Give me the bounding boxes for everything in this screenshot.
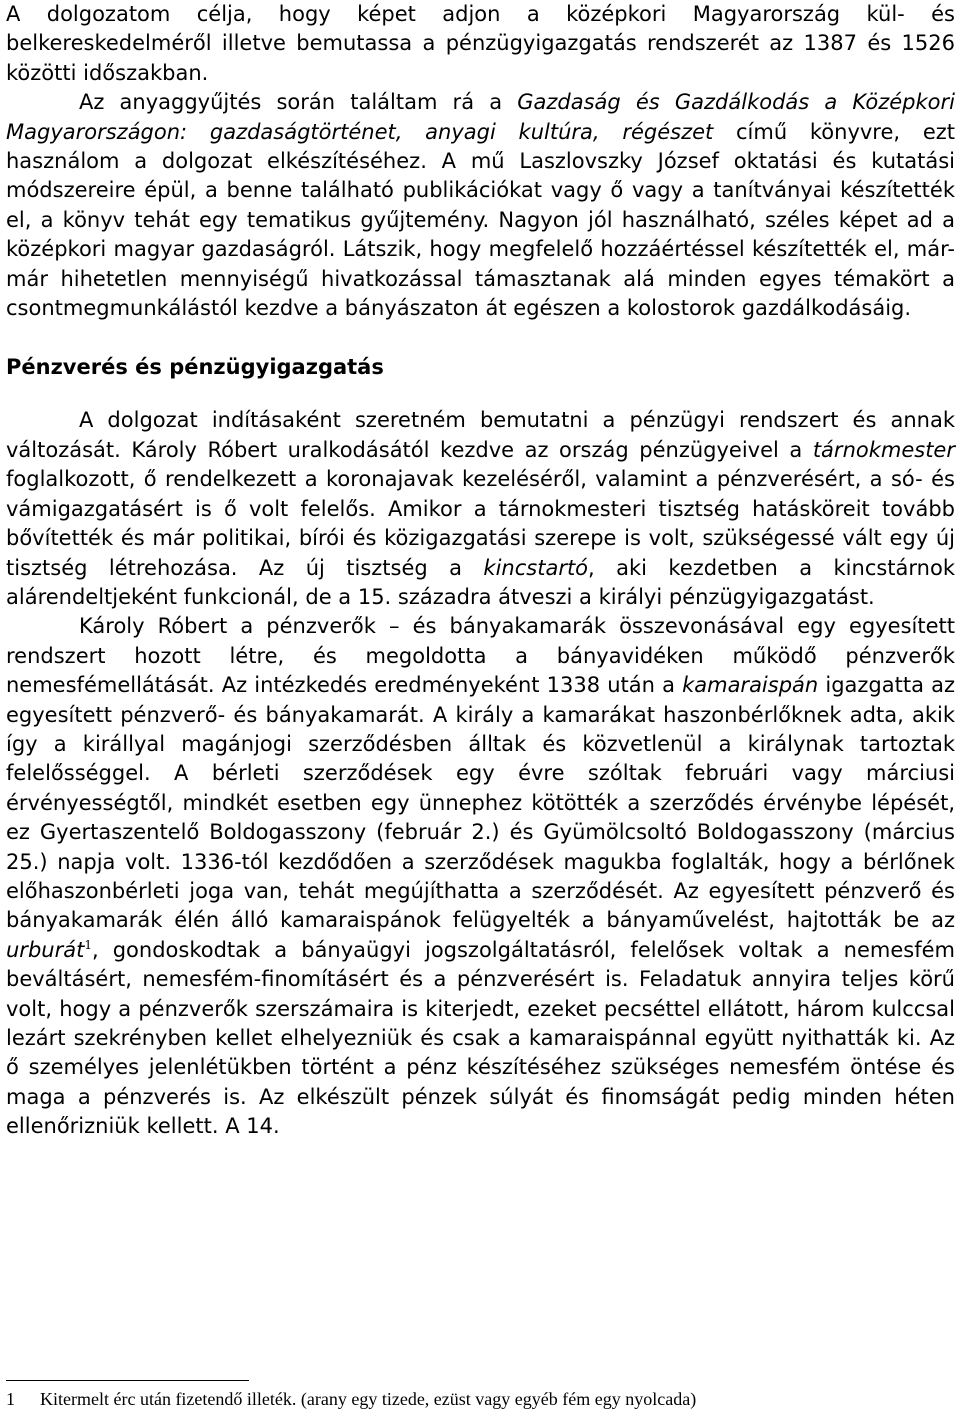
footnote	[6, 1386, 955, 1412]
section-paragraph-1	[6, 406, 955, 612]
intro-text-1: A dolgozatom célja, hogy képet adjon a középkori Magyarország kül- és belkereskedelméről illetve bemutassa a pénzügyigazgatás rendszerét az 1387 és 1526 közötti időszakban.	[6, 2, 955, 85]
footnote-reference[interactable]: 1	[84, 937, 92, 952]
section-paragraph-2	[6, 612, 955, 1141]
footnote-number: 1	[6, 1389, 15, 1409]
section-text-2a: Károly Róbert a pénzverők – és bányakamarák összevonásával egy egyesített rendszert hozott létre, és megoldotta a bányavidéken működő pénzverők nemesfémellátását. Az intézkedés eredményeként 1338 után a	[6, 614, 955, 698]
term-tarnokmester: tárnokmester	[812, 437, 955, 462]
term-kincstarto: kincstartó	[483, 555, 589, 580]
section-text-1b: foglalkozott, ő rendelkezett a koronajavak kezeléséről, valamint a pénzverésért, a só- és vámigazgatásért is ő volt felelős. Amikor a tárnokmesteri tisztség hatásköreit tovább bővítették és már politikai, bírói és közigazgatási szerepe is volt, szükségessé vált egy új tisztség létrehozása. Az új tisztség a	[6, 467, 955, 580]
book-title: Gazdaság és Gazdálkodás a Középkori Magyarországon: gazdaságtörténet, anyagi kultúra, régészet	[6, 90, 955, 144]
section-text-1c: , aki kezdetben a kincstárnok alárendeltjeként funkcionál, de a 15. századra átveszi a királyi pénzügyigazgatást.	[6, 555, 955, 609]
footnote-separator	[6, 1380, 249, 1381]
section-text-1a: A dolgozat indításaként szeretném bemutatni a pénzügyi rendszert és annak változását. Károly Róbert uralkodásától kezdve az ország pénzügyeivel a	[6, 408, 955, 462]
section-text-2b: igazgatta az egyesített pénzverő- és bányakamarát. A király a kamarákat haszonbérlőknek adta, akik így a királlyal magánjogi szerződésben álltak és közvetlenül a királynak tartoztak felelősséggel. A bérleti szerződések egy évre szóltak februári vagy márciusi érvényességtől, mindkét esetben egy ünnephez kötötték a szerződés érvénybe lépését, ez Gyertaszentelő Boldogasszony (február 2.) és Gyümölcsoltó Boldogasszony (március 25.) napja volt. 1336-tól kezdődően a szerződések magukba foglalták, hogy a bérlőnek előhaszonbérleti joga van, tehát megújíthatta a szerződését. Az egyesített pénzverő és bányakamarák élén álló kamaraispánok felügyelték a bányaművelést, hajtották be az	[6, 673, 955, 933]
document-page	[6, 0, 955, 1142]
intro-paragraph-1	[6, 0, 955, 88]
intro-text-2a: Az anyaggyűjtés során találtam rá a	[79, 90, 518, 115]
intro-text-2b: című könyvre, ezt használom a dolgozat elkészítéséhez. A mű Laszlovszky József oktatási és kutatási módszereire épül, a benne található publikációkat vagy ő vagy a tanítványai készítették el, a könyv tehát egy tematikus gyűjtemény. Nagyon jól használható, széles képet ad a középkori magyar gazdaságról. Látszik, hogy megfelelő hozzáértéssel készítették el, már-már hihetetlen mennyiségű hivatkozással támasztanak alá minden egyes témakört a csontmegmunkálástól kezdve a bányászaton át egészen a kolostorok gazdálkodásáig.	[6, 119, 955, 321]
section-text-2c: , gondoskodtak a bányaügyi jogszolgáltatásról, felelősek voltak a nemesfém beváltásért, nemesfém-finomításért és a pénzverésért is. Feladatuk annyira teljes körű volt, hogy a pénzverők szerszámaira is kiterjedt, ezeket pecséttel ellátott, három kulccsal lezárt szekrényben kellet elhelyezniük és csak a kamaraispánnal együtt nyithatták ki. Az ő személyes jelenlétükben történt a pénz készítéséhez szükséges nemesfém öntése és maga a pénzverés is. Az elkészült pénzek súlyát és finomságát pedig minden héten ellenőrizniük kellett. A 14.	[6, 937, 955, 1139]
term-kamaraispan: kamaraispán	[682, 673, 819, 698]
term-urbura: urburát	[6, 937, 85, 962]
section-heading: Pénzverés és pénzügyigazgatás	[6, 355, 384, 380]
intro-paragraph-2	[6, 88, 955, 323]
footnote-text: Kitermelt érc után fizetendő illeték. (arany egy tizede, ezüst vagy egyéb fém egy nyolcada)	[40, 1389, 697, 1409]
